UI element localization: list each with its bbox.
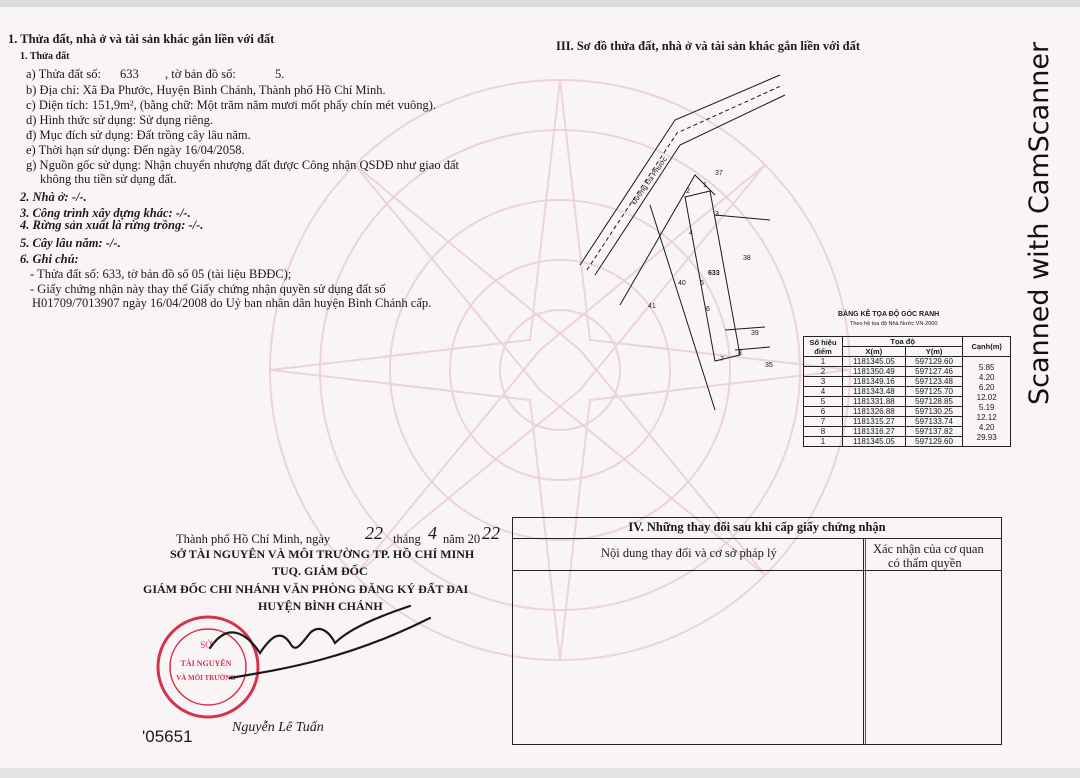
- date-day: 22: [365, 523, 383, 543]
- origin-line2: không thu tiền sử dụng đất.: [40, 172, 177, 186]
- stamp-text-3: VÀ MÔI TRƯỜNG: [176, 674, 236, 682]
- stamp-text-2: TÀI NGUYÊN: [180, 659, 232, 668]
- parcel-41: 41: [648, 303, 656, 310]
- notes-label: 6. Ghi chú:: [20, 252, 79, 266]
- coord-point: 6: [804, 407, 843, 417]
- usage-form: d) Hình thức sử dụng: Sử dụng riêng.: [26, 113, 213, 127]
- construction-section: 3. Công trình xây dựng khác: -/-.: [20, 206, 191, 220]
- col-confirm-header-1: Xác nhận của cơ quan: [873, 542, 984, 556]
- serial-number: '05651: [142, 727, 193, 746]
- changes-title: IV. Những thay đổi sau khi cấp giấy chứng nhận: [628, 520, 886, 534]
- coord-point: 1: [804, 357, 843, 367]
- coord-x: 1181350.49: [843, 367, 906, 377]
- area-value: 151,9m², (bằng chữ: Một trăm năm mươi mốt phẩy chín mét vuông).: [92, 98, 436, 112]
- coord-point: 3: [804, 377, 843, 387]
- coord-edge: 5.19: [963, 402, 1011, 412]
- coordinate-table: [803, 336, 1011, 447]
- land-parcel-diagram: [575, 65, 805, 410]
- coord-x: 1181331.88: [843, 397, 906, 407]
- col-x-header: X(m): [843, 347, 906, 357]
- vertex-7: 7: [720, 356, 724, 363]
- coord-x: 1181345.05: [843, 357, 906, 367]
- changes-table: [512, 517, 1002, 745]
- origin-line1: g) Nguồn gốc sử dụng: Nhận chuyển nhượng đất được Công nhận QSDĐ như giao đất: [26, 158, 459, 172]
- map-label: , tờ bản đồ số:: [165, 67, 236, 81]
- coord-x: 1181343.48: [843, 387, 906, 397]
- section1-title: 1. Thửa đất, nhà ở và tài sản khác gắn liền với đất: [8, 32, 275, 46]
- sub-heading: 1. Thửa đất: [20, 51, 70, 62]
- note-1: - Thửa đất số: 633, tờ bản đồ số 05 (tài liệu BĐĐC);: [30, 267, 292, 281]
- coord-edge: 6.20: [963, 382, 1011, 392]
- coord-y: 597128.85: [905, 397, 963, 407]
- col-point-header: Số hiệu điểm: [804, 337, 843, 357]
- coord-x: 1181316.27: [843, 427, 906, 437]
- coord-y: 597123.48: [905, 377, 963, 387]
- tuq-title: TUQ. GIÁM ĐỐC: [272, 564, 368, 578]
- changes-column-divider: [863, 538, 864, 744]
- coord-y: 597137.82: [905, 427, 963, 437]
- col-coord-header: Tọa độ: [843, 337, 963, 347]
- lot-number: 633: [120, 67, 139, 81]
- stamp-text-1: SỞ: [200, 640, 212, 650]
- col-content-header: Nội dung thay đổi và cơ sở pháp lý: [601, 546, 777, 560]
- perennial-section: 5. Cây lâu năm: -/-.: [20, 236, 121, 250]
- coord-x: 1181345.05: [843, 437, 906, 447]
- handwritten-signature: [170, 598, 460, 708]
- coord-y: 597129.60: [905, 437, 963, 447]
- top-shadow: [0, 0, 1080, 7]
- date-month: 4: [428, 523, 437, 543]
- vertex-1: 1: [703, 182, 707, 189]
- coord-point: 8: [804, 427, 843, 437]
- parcel-35: 35: [765, 362, 773, 369]
- month-label: tháng: [393, 532, 421, 546]
- coord-y: 597133.74: [905, 417, 963, 427]
- coord-point: 4: [804, 387, 843, 397]
- year-label: năm 20: [443, 532, 481, 546]
- place-date-prefix: Thành phố Hồ Chí Minh, ngày: [176, 532, 331, 546]
- coord-y: 597127.46: [905, 367, 963, 377]
- coord-point: 5: [804, 397, 843, 407]
- changes-header-bottom: [513, 570, 1001, 571]
- changes-header-divider: [513, 538, 1001, 539]
- col-edge-header: Cạnh(m): [963, 337, 1011, 357]
- district-name: HUYỆN BÌNH CHÁNH: [258, 599, 383, 613]
- vertex-3: 3: [715, 211, 719, 218]
- area-label: c) Diện tích:: [26, 98, 89, 112]
- vertex-4: 4: [689, 230, 693, 237]
- parcel-37: 37: [715, 170, 723, 177]
- coord-x: 1181315.27: [843, 417, 906, 427]
- camscanner-watermark: Scanned with CamScanner: [1024, 41, 1055, 405]
- signer-name: Nguyễn Lê Tuấn: [232, 720, 324, 735]
- lot-label: a) Thửa đất số:: [26, 67, 101, 81]
- coord-edge: 29.93: [963, 432, 1011, 442]
- vertex-2: 2: [686, 188, 690, 195]
- department-name: SỞ TÀI NGUYÊN VÀ MÔI TRƯỜNG TP. HỒ CHÍ MINH: [170, 547, 475, 561]
- usage-term: e) Thời hạn sử dụng: Đến ngày 16/04/2058.: [26, 143, 245, 157]
- vertex-8: 8: [738, 350, 742, 357]
- parcel-38: 38: [743, 255, 751, 262]
- coord-y: 597125.70: [905, 387, 963, 397]
- vertex-6: 6: [706, 306, 710, 313]
- vertex-5: 5: [700, 280, 704, 287]
- date-year: 22: [482, 523, 500, 543]
- coord-row: [804, 357, 1011, 367]
- changes-column-divider-2: [865, 538, 866, 744]
- map-number: 5.: [275, 67, 285, 81]
- bottom-shadow: [0, 768, 1080, 778]
- forest-section: 4. Rừng sản xuất là rừng trồng: -/-.: [20, 218, 204, 232]
- coord-table-subtitle: Theo hệ tọa độ Nhà Nước VN-2000: [850, 321, 938, 327]
- coord-y: 597129.60: [905, 357, 963, 367]
- note-3: H01709/7013907 ngày 16/04/2008 do Uỷ ban nhân dân huyện Bình Chánh cấp.: [32, 296, 432, 310]
- director-title: GIÁM ĐỐC CHI NHÁNH VĂN PHÒNG ĐĂNG KÝ ĐẤT ĐAI: [143, 582, 469, 596]
- coord-table-title: BẢNG KÊ TỌA ĐỘ GÓC RANH: [838, 311, 940, 318]
- coord-x: 1181326.88: [843, 407, 906, 417]
- parcel-633: 633: [708, 270, 720, 277]
- parcel-40: 40: [678, 280, 686, 287]
- address: b) Địa chỉ: Xã Đa Phước, Huyện Bình Chánh, Thành phố Hồ Chí Minh.: [26, 83, 386, 97]
- col-y-header: Y(m): [905, 347, 963, 357]
- house-section: 2. Nhà ở: -/-.: [20, 190, 87, 204]
- coord-edge: 4.20: [963, 372, 1011, 382]
- coord-point: 7: [804, 417, 843, 427]
- coord-point: 2: [804, 367, 843, 377]
- coord-edge: 4.20: [963, 422, 1011, 432]
- road-label: Đường Đa Phước: [630, 156, 669, 207]
- coord-y: 597130.25: [905, 407, 963, 417]
- usage-purpose: đ) Mục đích sử dụng: Đất trồng cây lâu năm.: [26, 128, 251, 142]
- col-confirm-header-2: có thẩm quyền: [888, 556, 962, 570]
- coord-point: 1: [804, 437, 843, 447]
- note-2: - Giấy chứng nhận này thay thế Giấy chứng nhận quyền sử dụng đất số: [30, 282, 386, 296]
- parcel-39: 39: [751, 330, 759, 337]
- diagram-title: III. Sơ đồ thửa đất, nhà ở và tài sản khác gắn liền với đất: [556, 39, 861, 53]
- coord-edge: 12.02: [963, 392, 1011, 402]
- coord-edge: 12.12: [963, 412, 1011, 422]
- coord-x: 1181349.16: [843, 377, 906, 387]
- coord-edge: 5.85: [963, 362, 1011, 372]
